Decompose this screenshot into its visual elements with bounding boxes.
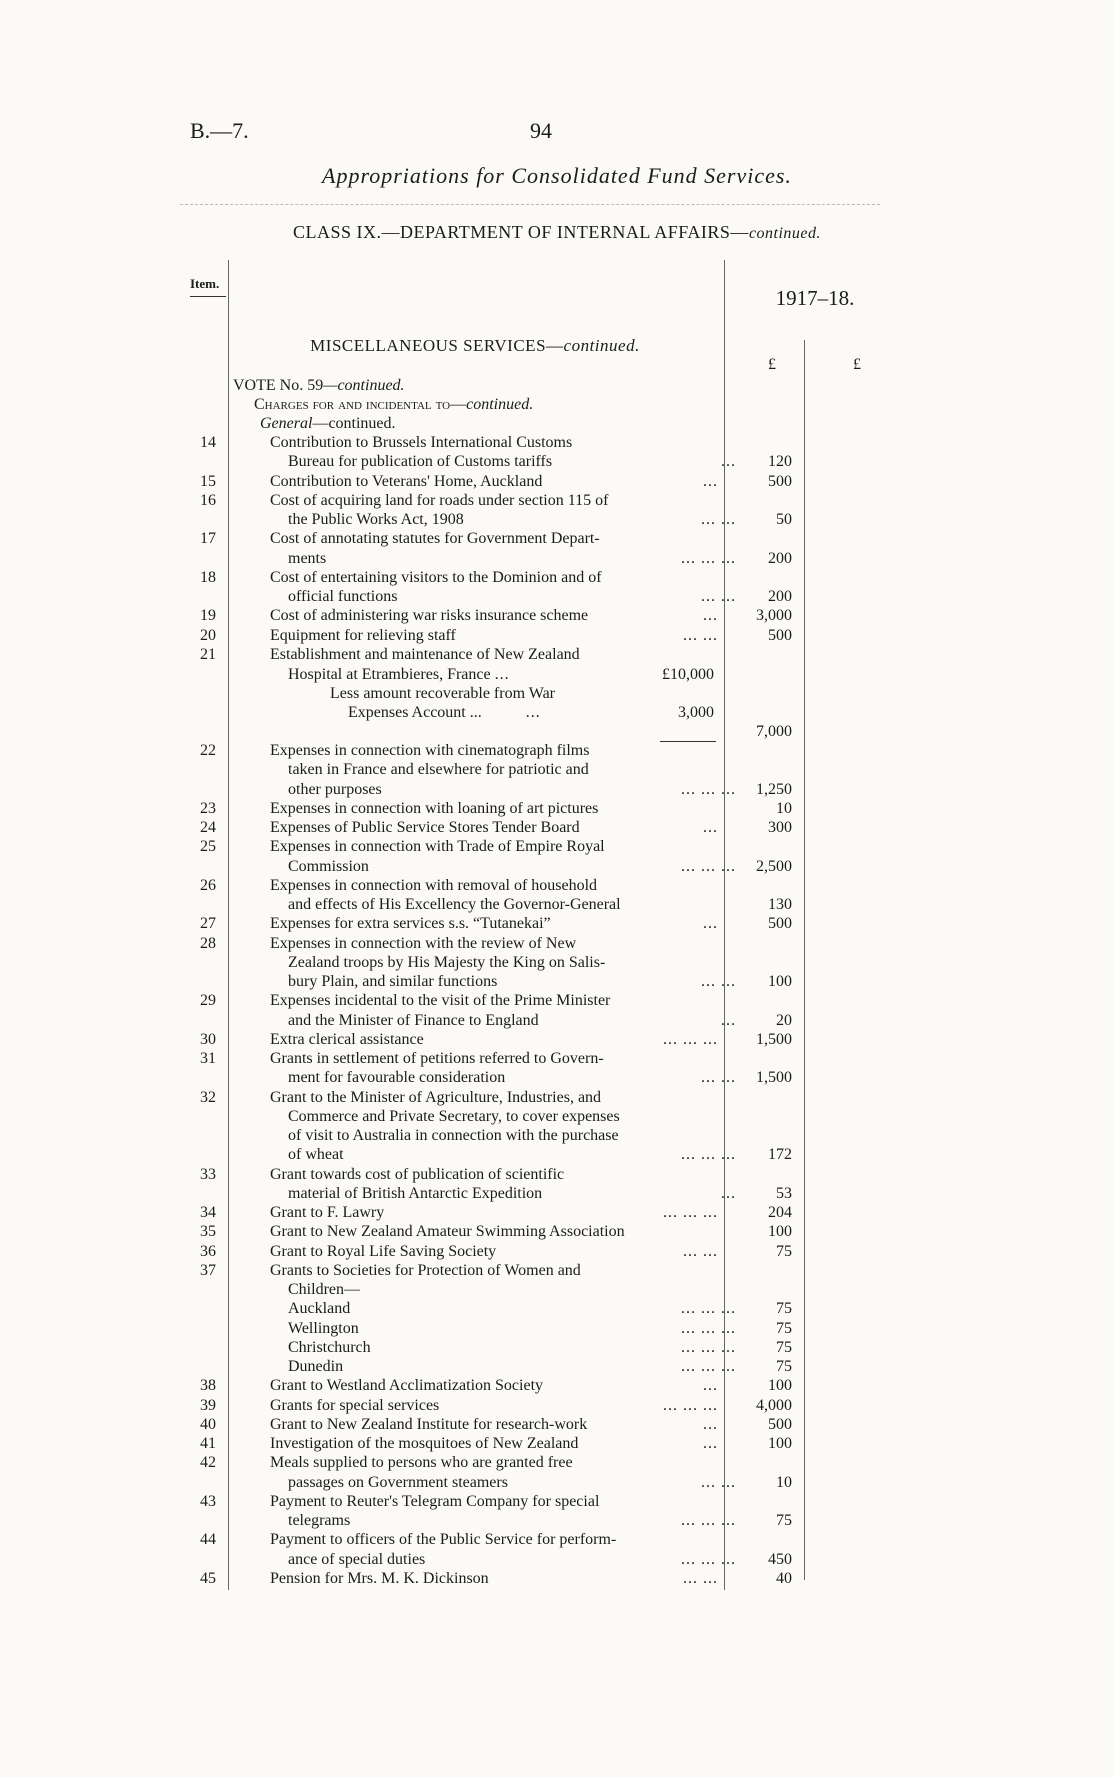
- table-row: [0, 972, 1114, 991]
- table-row: [0, 1030, 1114, 1049]
- table-row: [0, 991, 1114, 1010]
- item-description: Bureau for publication of Customs tariffs ...: [288, 453, 736, 471]
- dot-leader: ... ... ...: [681, 780, 736, 798]
- item-description: and the Minister of Finance to England ...: [288, 1011, 736, 1029]
- document-reference: B.—7.: [190, 118, 249, 143]
- table-row: [0, 510, 1114, 529]
- item-description: Grants for special services ... ... ...: [270, 1396, 718, 1414]
- dot-leader: ... ... ...: [663, 1204, 718, 1221]
- item-amount: 2,500: [756, 857, 792, 875]
- dot-leader: ... ... ...: [681, 1338, 736, 1356]
- item-description: Grant to New Zealand Institute for research-work ...: [270, 1415, 718, 1433]
- item-amount: 40: [776, 1569, 792, 1587]
- item-description: passages on Government steamers ... ...: [288, 1473, 736, 1491]
- item-description: Christchurch ... ... ...: [288, 1338, 736, 1356]
- item-number: 27: [200, 915, 216, 933]
- dot-leader: ... ...: [701, 588, 736, 605]
- item-amount: 10: [776, 799, 792, 817]
- class-title: CLASS IX.—DEPARTMENT OF INTERNAL AFFAIRS—continued.: [292, 222, 822, 242]
- item-description: Expenses in connection with Trade of Empire Royal: [270, 838, 605, 856]
- item-21-line-2: [0, 665, 1114, 684]
- item-number: 31: [200, 1050, 216, 1067]
- item-description: Commerce and Private Secretary, to cover expenses: [288, 1107, 620, 1125]
- item-description: Cost of administering war risks insurance scheme ...: [270, 607, 718, 625]
- vote-heading: VOTE No. 59—continued.: [233, 377, 405, 394]
- item-number: 39: [200, 1396, 216, 1414]
- table-row: [0, 587, 1114, 606]
- dot-leader: ... ... ...: [681, 1319, 736, 1337]
- item-description: Cost of entertaining visitors to the Dominion and of: [270, 568, 602, 586]
- table-row: [0, 1049, 1114, 1068]
- table-row: [0, 857, 1114, 876]
- item-number: 40: [200, 1415, 216, 1433]
- table-row: [0, 914, 1114, 933]
- item-number: 42: [200, 1454, 216, 1472]
- item-amount: 100: [768, 973, 792, 990]
- item-number: 16: [200, 491, 216, 509]
- item-description: Expenses of Public Service Stores Tender Board ...: [270, 819, 718, 836]
- item-description: Investigation of the mosquitoes of New Zealand ...: [270, 1435, 718, 1452]
- item-description: the Public Works Act, 1908 ... ...: [288, 511, 736, 528]
- table-row: [0, 1203, 1114, 1222]
- table-row: [0, 1434, 1114, 1453]
- table-row: [0, 1530, 1114, 1549]
- item-amount: 500: [768, 915, 792, 933]
- table-row: [0, 1011, 1114, 1030]
- table-row: [0, 529, 1114, 548]
- item-description: Grant to Royal Life Saving Society ... ...: [270, 1242, 718, 1260]
- dot-leader: ... ... ...: [663, 1030, 718, 1048]
- dot-leader: ...: [703, 819, 718, 836]
- item-description: Expenses in connection with loaning of art pictures: [270, 799, 599, 817]
- dot-leader: ... ... ...: [681, 1300, 736, 1318]
- item-column-heading: Item.: [190, 276, 220, 291]
- dot-leader: ...: [703, 915, 718, 933]
- table-row: [0, 1261, 1114, 1280]
- table-row: [0, 741, 1114, 760]
- table-row: [0, 1126, 1114, 1145]
- item-number: 29: [200, 992, 216, 1010]
- table-row: [0, 876, 1114, 895]
- item-number: 15: [200, 472, 216, 490]
- table-row: [0, 1068, 1114, 1087]
- item-number: 17: [200, 530, 216, 548]
- item-number: 26: [200, 876, 216, 894]
- item-description: Expenses incidental to the visit of the Prime Minister: [270, 992, 611, 1010]
- table-row: [0, 799, 1114, 818]
- table-row: [0, 1338, 1114, 1357]
- table-row: [0, 1396, 1114, 1415]
- item-description: Auckland ... ... ...: [288, 1300, 736, 1318]
- table-row: [0, 549, 1114, 568]
- item-description: bury Plain, and similar functions ... ...: [288, 973, 736, 990]
- item-amount: 1,250: [756, 780, 792, 798]
- table-row: [0, 1357, 1114, 1376]
- dot-leader: ...: [703, 472, 718, 490]
- item-amount: 204: [768, 1204, 792, 1221]
- item-heading-rule: [190, 296, 226, 297]
- item-number: 22: [200, 742, 216, 759]
- item-description: Payment to officers of the Public Service for perform-: [270, 1531, 617, 1549]
- document-title: Appropriations for Consolidated Fund Services.: [322, 163, 792, 188]
- item-21-less-1: Less amount recoverable from War: [330, 685, 555, 702]
- item-amount: 3,000: [756, 607, 792, 625]
- table-row: [0, 491, 1114, 510]
- table-row: [0, 1415, 1114, 1434]
- charges-heading: Charges for and incidental to—continued.: [254, 396, 534, 413]
- item-description: Dunedin ... ... ...: [288, 1358, 736, 1375]
- item-number: 18: [200, 568, 216, 586]
- table-row: [0, 1492, 1114, 1511]
- item-description: Wellington ... ... ...: [288, 1319, 736, 1337]
- item-description: Children—: [288, 1281, 360, 1298]
- item-number: 43: [200, 1492, 216, 1510]
- table-row: [0, 1473, 1114, 1492]
- dot-leader: ... ...: [701, 511, 736, 528]
- item-amount: 500: [768, 626, 792, 644]
- item-description: Payment to Reuter's Telegram Company for special: [270, 1492, 600, 1510]
- dot-leader: ...: [703, 1435, 718, 1452]
- item-description: Expenses in connection with removal of household: [270, 876, 598, 894]
- item-amount: 500: [768, 472, 792, 490]
- table-row: [0, 780, 1114, 799]
- dot-leader: ...: [703, 1377, 718, 1395]
- item-description: taken in France and elsewhere for patriotic and: [288, 761, 589, 779]
- item-amount: 75: [776, 1300, 792, 1318]
- dot-leader: ... ... ...: [681, 1146, 736, 1164]
- dot-leader: ... ... ...: [681, 549, 736, 567]
- item-description: official functions ... ...: [288, 588, 736, 605]
- item-description: Cost of acquiring land for roads under section 115 of: [270, 491, 609, 509]
- general-heading: General—continued.: [260, 415, 396, 432]
- item-amount: 300: [768, 819, 792, 836]
- item-amount: 75: [776, 1338, 792, 1356]
- page-number: 94: [530, 118, 552, 143]
- item-21-expenses-account: Expenses Account ... ...: [348, 704, 541, 721]
- dot-leader: ...: [721, 453, 736, 471]
- table-row: [0, 1280, 1114, 1299]
- table-row: [0, 1165, 1114, 1184]
- item-number: 33: [200, 1165, 216, 1183]
- item-description: Grant to the Minister of Agriculture, Industries, and: [270, 1088, 602, 1106]
- item-description: ment for favourable consideration ... ...: [288, 1069, 736, 1087]
- table-row: [0, 1222, 1114, 1241]
- table-row: [0, 626, 1114, 645]
- item-number: 19: [200, 607, 216, 625]
- table-row: [0, 953, 1114, 972]
- item-number: 25: [200, 838, 216, 856]
- item-amount: 53: [776, 1184, 792, 1202]
- item-description: Equipment for relieving staff ... ...: [270, 626, 718, 644]
- item-number: 23: [200, 799, 216, 817]
- currency-label-amount: £: [768, 356, 776, 373]
- table-row: [0, 1242, 1114, 1261]
- item-number: 32: [200, 1088, 216, 1106]
- table-row: [0, 1569, 1114, 1588]
- item-description: Commission ... ... ...: [288, 857, 736, 875]
- item-amount: 500: [768, 1415, 792, 1433]
- item-amount: 130: [768, 896, 792, 913]
- item-amount: 172: [768, 1146, 792, 1164]
- item-description: Zealand troops by His Majesty the King on Salis-: [288, 953, 606, 971]
- item-number: 44: [200, 1531, 216, 1549]
- table-row: [0, 1319, 1114, 1338]
- dot-leader: ... ...: [683, 626, 718, 644]
- item-description: Grant towards cost of publication of scientific: [270, 1165, 565, 1183]
- item-number: 38: [200, 1377, 216, 1395]
- table-row: [0, 452, 1114, 471]
- item-description: Contribution to Brussels International Customs: [270, 434, 573, 451]
- item-amount: 10: [776, 1473, 792, 1491]
- item-amount: 1,500: [756, 1069, 792, 1087]
- table-row: [0, 1145, 1114, 1164]
- item-description: Extra clerical assistance ... ... ...: [270, 1030, 718, 1048]
- item-number: 28: [200, 934, 216, 952]
- item-description: Grants to Societies for Protection of Women and: [270, 1261, 581, 1279]
- item-21-recoverable: 3,000: [678, 704, 714, 721]
- item-description: Grant to New Zealand Amateur Swimming Association: [270, 1223, 625, 1241]
- table-row: [0, 1550, 1114, 1569]
- table-row: [0, 934, 1114, 953]
- item-description: Grant to Westland Acclimatization Society ...: [270, 1377, 718, 1395]
- dot-leader: ... ... ...: [681, 1550, 736, 1568]
- item-number: 41: [200, 1435, 216, 1452]
- table-row: [0, 606, 1114, 625]
- dot-leader: ... ...: [683, 1242, 718, 1260]
- table-row: [0, 818, 1114, 837]
- item-amount: 200: [768, 588, 792, 605]
- item-21-subtotal-rule: [660, 741, 716, 742]
- item-amount: 20: [776, 1011, 792, 1029]
- item-amount: 100: [768, 1435, 792, 1452]
- item-amount: 200: [768, 549, 792, 567]
- item-description: and effects of His Excellency the Governor-General: [288, 896, 621, 913]
- item-description: Cost of annotating statutes for Government Depart-: [270, 530, 600, 548]
- table-row: [0, 1107, 1114, 1126]
- dot-leader: ... ... ...: [663, 1396, 718, 1414]
- item-description: Meals supplied to persons who are granted free: [270, 1454, 573, 1472]
- item-number: 24: [200, 819, 216, 836]
- item-description: Grants in settlement of petitions referred to Govern-: [270, 1050, 604, 1067]
- item-description: other purposes ... ... ...: [288, 780, 736, 798]
- dot-leader: ...: [703, 607, 718, 625]
- item-amount: 75: [776, 1358, 792, 1375]
- item-number: 45: [200, 1569, 216, 1587]
- table-row: [0, 760, 1114, 779]
- item-description: Pension for Mrs. M. K. Dickinson ... ...: [270, 1569, 718, 1587]
- services-heading: MISCELLANEOUS SERVICES—continued.: [310, 336, 640, 355]
- item-number: 30: [200, 1030, 216, 1048]
- item-21-net: [0, 722, 1114, 741]
- item-amount: 120: [768, 453, 792, 471]
- dot-leader: ... ... ...: [681, 857, 736, 875]
- table-row: [0, 472, 1114, 491]
- item-description: telegrams ... ... ...: [288, 1512, 736, 1529]
- item-amount: 75: [776, 1319, 792, 1337]
- table-row: [0, 895, 1114, 914]
- table-row: [0, 568, 1114, 587]
- item-description: of wheat ... ... ...: [288, 1146, 736, 1164]
- item-description: Establishment and maintenance of New Zealand: [270, 645, 580, 663]
- item-number: 14: [200, 434, 216, 451]
- item-21-hospital: Hospital at Etrambieres, France ...: [288, 666, 510, 683]
- table-row: [0, 1088, 1114, 1107]
- item-description: Contribution to Veterans' Home, Auckland ...: [270, 472, 718, 490]
- item-number: 20: [200, 626, 216, 644]
- dot-leader: ...: [721, 1184, 736, 1202]
- year-column-heading: 1917–18.: [775, 286, 855, 310]
- item-number: 35: [200, 1223, 216, 1241]
- dot-leader: ... ... ...: [681, 1358, 736, 1375]
- dot-leader: ... ... ...: [681, 1512, 736, 1529]
- item-description: Expenses in connection with cinematograph films: [270, 742, 590, 759]
- item-description: Grant to F. Lawry ... ... ...: [270, 1204, 718, 1221]
- dot-leader: ... ...: [701, 973, 736, 990]
- item-number: 34: [200, 1204, 216, 1221]
- item-description: ments ... ... ...: [288, 549, 736, 567]
- item-amount: 450: [768, 1550, 792, 1568]
- item-amount: 1,500: [756, 1030, 792, 1048]
- item-amount: 100: [768, 1223, 792, 1241]
- item-amount: 100: [768, 1377, 792, 1395]
- item-description: Expenses in connection with the review of New: [270, 934, 577, 952]
- table-row: [0, 1453, 1114, 1472]
- item-description: Expenses for extra services s.s. “Tutanekai” ...: [270, 915, 718, 933]
- table-row: [0, 645, 1114, 664]
- item-21-gross: £10,000: [662, 666, 714, 683]
- item-21-less-2: [0, 703, 1114, 722]
- item-description: ance of special duties ... ... ...: [288, 1550, 736, 1568]
- table-row: [0, 1511, 1114, 1530]
- item-description: material of British Antarctic Expedition ...: [288, 1184, 736, 1202]
- table-row: [0, 1184, 1114, 1203]
- item-21-net-amount: 7,000: [756, 723, 792, 740]
- dot-leader: ... ...: [701, 1069, 736, 1087]
- table-row: [0, 433, 1114, 452]
- item-amount: 75: [776, 1512, 792, 1529]
- currency-label-total: £: [853, 356, 861, 373]
- item-amount: 75: [776, 1242, 792, 1260]
- dot-leader: ...: [721, 1011, 736, 1029]
- dot-leader: ... ...: [701, 1473, 736, 1491]
- dot-leader: ...: [703, 1415, 718, 1433]
- item-description: of visit to Australia in connection with the purchase: [288, 1127, 619, 1144]
- item-amount: 50: [776, 511, 792, 528]
- header-divider: [180, 204, 880, 205]
- dot-leader: ... ...: [683, 1569, 718, 1587]
- item-amount: 4,000: [756, 1396, 792, 1414]
- table-row: [0, 837, 1114, 856]
- item-number: 36: [200, 1242, 216, 1260]
- table-row: [0, 1299, 1114, 1318]
- item-number: 21: [200, 645, 216, 663]
- table-row: [0, 1376, 1114, 1395]
- item-number: 37: [200, 1261, 216, 1279]
